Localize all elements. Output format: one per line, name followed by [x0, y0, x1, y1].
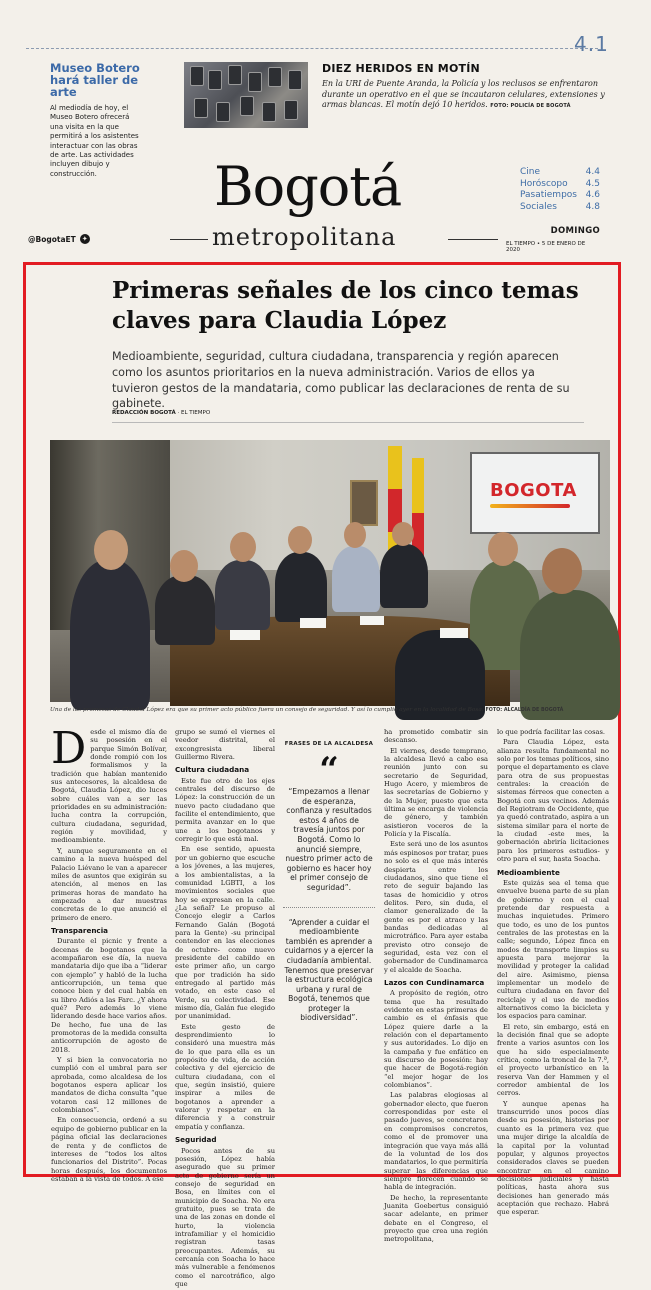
side-news-body: En la URI de Puente Aranda, la Policía y los reclusos se enfrentaron durante un operativo en el que se incautaron celulares, extensiones y armas blancas. El motín dejó 10 heridos. FOTO: POLICÍA DE BOGOTÁ: [322, 79, 605, 110]
section-title: Bogotá: [214, 155, 402, 218]
twitter-icon: ✦: [80, 234, 90, 244]
subhead-cundinamarca: Lazos con Cundinamarca: [384, 977, 485, 987]
quote-2: “Aprender a cuidar el medioambiente también es aprender a cuidarnos y a ejercer la ciudadanía ambiental. Tenemos que preservar la estructura ecológica urbana y rural de Bogotá, tenemos que proteger la biodiversidad”.: [284, 917, 374, 1023]
security-council-photo: [50, 440, 610, 702]
side-news-title[interactable]: DIEZ HERIDOS EN MOTÍN: [322, 62, 480, 75]
page-number: 4.1: [574, 32, 609, 56]
section-index: [520, 167, 600, 213]
quotes-label: FRASES DE LA ALCALDESA: [284, 741, 374, 747]
subhead-medioambiente: Medioambiente: [497, 867, 560, 877]
teaser-body: Al mediodía de hoy, el Museo Botero ofrecerá una visita en la que permitirá a los asistentes interactuar con las obras de arte. Las actividades incluyen dibujo y construcción.: [50, 104, 139, 178]
article-column-2: grupo se sumó el viernes el veedor distrital, el excongresista liberal Guillermo Rivera. Cultura ciudadana Este fue otro de los ejes centrales del discurso de López: la construcción de un nuevo pacto ciudadano que facilite el entendimiento, que permita avanzar en lo que une a los bogotanos y corregir lo que está mal. En ese sentido, apuesta por un gobierno que escuche a los jóvenes, a las mujeres, a los ambientalistas, a la comunidad LGBTI, a los movimientos sociales que hoy se expresan en la calle. ¿La señal? Le propuso al Concejo elegir a Carlos Fernando Galán (Bogotá para la Gente) -su principal contendor en las elecciones de octubre- como nuevo presidente del cabildo en este primer año, un cargo que por tradición ha sido entregado al partido más votado, en este caso el Verde, su colectividad. Ese mismo día, Galán fue elegido por unanimidad. Este gesto de desprendimiento lo consideró una muestra más de lo que para ella es un propósito de vida, de acción colectiva y del ejercicio de cultura ciudadana, con el que, según insistió, quiere inspirar a miles de bogotanos a aprender a valorar y respetar en la diferencia y a construir empatía y confianza. Seguridad Pocos antes de su posesión, López había asegurado que su primer acto de gobierno sería un consejo de seguridad en Bosa, en límites con el municipio de Soacha. No era gratuito, pues se trata de una de las zonas en donde el hurto, la violencia intrafamiliar y el homicidio registran tasas preocupantes. Además, su cercanía con Soacha lo hace más vulnerable a fenómenos como el narcotráfico, algo que: [175, 728, 275, 1288]
bogota-logo: BOGOTA: [490, 480, 577, 501]
quote-divider: [283, 907, 375, 908]
quote-icon: “: [319, 750, 339, 790]
portrait: [350, 480, 378, 526]
edition-day: DOMINGO: [550, 226, 600, 236]
subhead-cultura-ciudadana: Cultura ciudadana: [175, 765, 250, 775]
masthead-rule-left: [170, 239, 208, 240]
teaser[interactable]: [50, 62, 140, 179]
index-item[interactable]: Cine 4.4: [520, 167, 600, 177]
masthead-rule-right: [448, 239, 498, 240]
teaser-title[interactable]: Museo Botero hará taller de arte: [50, 61, 140, 99]
article-headline[interactable]: Primeras señales de los cinco temas claves para Claudia López: [112, 277, 579, 334]
subhead-transparencia: Transparencia: [51, 925, 109, 935]
twitter-handle[interactable]: @BogotaET ✦: [28, 234, 90, 244]
side-news[interactable]: [322, 62, 612, 112]
riot-photo: [184, 62, 308, 128]
drop-cap: D: [51, 723, 87, 774]
quote-1: “Empezamos a llenar de esperanza, confianza y resultados estos 4 años de travesía juntos por Bogotá. Como lo anuncié siempre, nuestro primer acto de gobierno es hacer hoy el primer consejo de seguridad”.: [285, 787, 373, 892]
section-subtitle: metropolitana: [212, 223, 397, 251]
article-lead: Medioambiente, seguridad, cultura ciudadana, transparencia y región aparecen como los asuntos prioritarios en la nueva administración. Varios de ellos ya tuvieron gestos de la mandataria, como publicar las declaraciones de renta de su gabinete.: [112, 350, 570, 411]
projector-screen: [470, 452, 600, 534]
index-item[interactable]: Horóscopo 4.5: [520, 178, 600, 189]
index-item[interactable]: Sociales 4.8: [520, 201, 600, 212]
byline-rule: [112, 422, 584, 423]
article-column-5: lo que podría facilitar las cosas. Para Claudia López, esta alianza resulta fundamental no solo por los temas políticos, sino porque el departamento es clave para otra de sus propuestas centrales: la creación de sistemas férreos que conecten a Bogotá con sus vecinos. Además del Regiotram de Occidente, que ya quedó contratado, aspira a un sistema similar para el norte de la ciudad -este mes, la gobernación abriría licitaciones para los primeros estudios- y otro para el sur, hasta Soacha. Medioambiente Este quizás sea el tema que envuelve buena parte de su plan de gobierno y con el cual pretende dar respuesta a muchas inquietudes. Primero que todo, es uno de los puntos centrales de las protestas en la calle; segundo, López finca en modos de transporte limpios su apuesta para mejorar la movilidad y proteger la calidad del aire. Asimismo, piensa implementar un modelo de cultura ciudadana en favor del reciclaje y el uso de medios alternativos como la bicicleta y los espacios para caminar. El reto, sin embargo, está en la decisión final que se adopte frente a varios asuntos con los que ha sido especialmente crítica, como la troncal de la 7.ª, el proyecto urbanístico en la reserva Van der Hammen y el corredor ambiental de los cerros. Y aunque apenas ha transcurrido unos pocos días desde su posesión, historias por cuanto es la primera vez que una mujer dirige la alcaldía de la capital por la voluntad popular, y algunos proyectos considerados claves se pueden encontrar en el camino decisiones judiciales y hasta políticas, hasta ahora sus decisiones han generado más aceptación que rechazo. Habrá que esperar.: [497, 728, 609, 1217]
side-news-credit: FOTO: POLICÍA DE BOGOTÁ: [490, 103, 571, 110]
photo-caption: Una de las promesas de Claudia López era que su primer acto público fuera un consejo de seguridad. Y así lo cumplió ayer en la localidad de Bosa. FOTO: ALCALDÍA DE BOGOTÁ: [50, 707, 564, 713]
subhead-seguridad: Seguridad: [175, 1135, 217, 1145]
index-item[interactable]: Pasatiempos 4.6: [520, 190, 600, 200]
edition-date-text: EL TIEMPO • 5 DE ENERO DE 2020: [506, 241, 586, 253]
edition-date: [506, 226, 600, 253]
article-column-1: Desde el mismo día de su posesión en el parque Simón Bolívar, donde rompió con los formalismos y la tradición que habían mantenido sus antecesores, la alcaldesa de Bogotá, Claudia López, dio luces sobre cuáles van a ser las prioridades en su administración: lucha contra la corrupción, cultura ciudadana, seguridad, región y movilidad, y medioambiente. Y, aunque seguramente en el camino a la nueva huésped del Palacio Liévano le van a aparecer miles de asuntos que exigirán su atención, al menos en las primeras horas de mandato ha empezado a dar muestras concretas de lo que anunció el primero de enero. Transparencia Durante el picnic y frente a decenas de bogotanos que la acompañaron ese día, la nueva mandataria dijo que iba a “liderar con ejemplo” y habló de la lucha anticorrupción, un tema que conoce bien y del cual había en su libro Adiós a las Farc. ¿Y ahora qué? Pero además lo viene liderando desde hace varios años. De hecho, fue una de las promotoras de la medida consulta anticorrupción de agosto de 2018. Y si bien la convocatoria no cumplió con el umbral para ser aprobada, como alcaldesa de los bogotanos espera aplicar los mandatos de dicha consulta “que votaron casi 12 millones de colombianos”. En consecuencia, ordenó a su equipo de gobierno publicar en la página oficial las declaraciones de renta y de conflictos de intereses de “todos los altos funcionarios del Distrito”. Pocas horas después, los documentos estaban a la vista de todos. A ese: [51, 723, 167, 1183]
photo-credit: FOTO: ALCALDÍA DE BOGOTÁ: [485, 708, 564, 713]
article-column-4: ha prometido combatir sin descanso. El viernes, desde temprano, la alcaldesa llevó a cabo esa reunión junto con su secretario de Seguridad, Hugo Acero, y miembros de las secretarías de Gobierno y de la Mujer, puesto que esta última se encarga de violencia de género, y también asistieron voceros de la Policía y la Fiscalía. Este será uno de los asuntos más espinosos por tratar, pues no solo es el que más interés despierta entre los ciudadanos, sino que tiene el reto de seguir bajando las tasas de homicidio y otros delitos. Pero, sin duda, el clamor generalizado de la gente es por el atraco y las bandas dedicadas al microtráfico. Para ayer estaba previsto otro consejo de seguridad, esta vez con el gobernador de Cundinamarca y el alcalde de Soacha. Lazos con Cundinamarca A propósito de región, otro tema que ha resultado evidente en estas primeras de cambio es el énfasis que López quiere darle a la relación con el departamento y sus autoridades. Lo dijo en la campaña y fue enfático en su discurso de posesión: hay que hacer de Bogotá-región “el mejor hogar de los colombianos”. Las palabras elogiosas al gobernador electo, que fueron correspondidas por este el pasado jueves, se concretaron en compromisos concretos, como el de promover una integración que vaya más allá de la voluntad de los dos mandatarios, lo que permitiría superar las diferencias que siempre florecen cuando se habla de integración. De hecho, la representante Juanita Goebertus consiguió sacar adelante, en primer debate en el Congreso, el proyecto que crea una región metropolitana,: [384, 728, 488, 1244]
quotes-sidebar: [283, 741, 375, 1023]
top-rule: [26, 48, 598, 49]
article-byline: REDACCIÓN BOGOTÁ · EL TIEMPO: [112, 410, 211, 416]
